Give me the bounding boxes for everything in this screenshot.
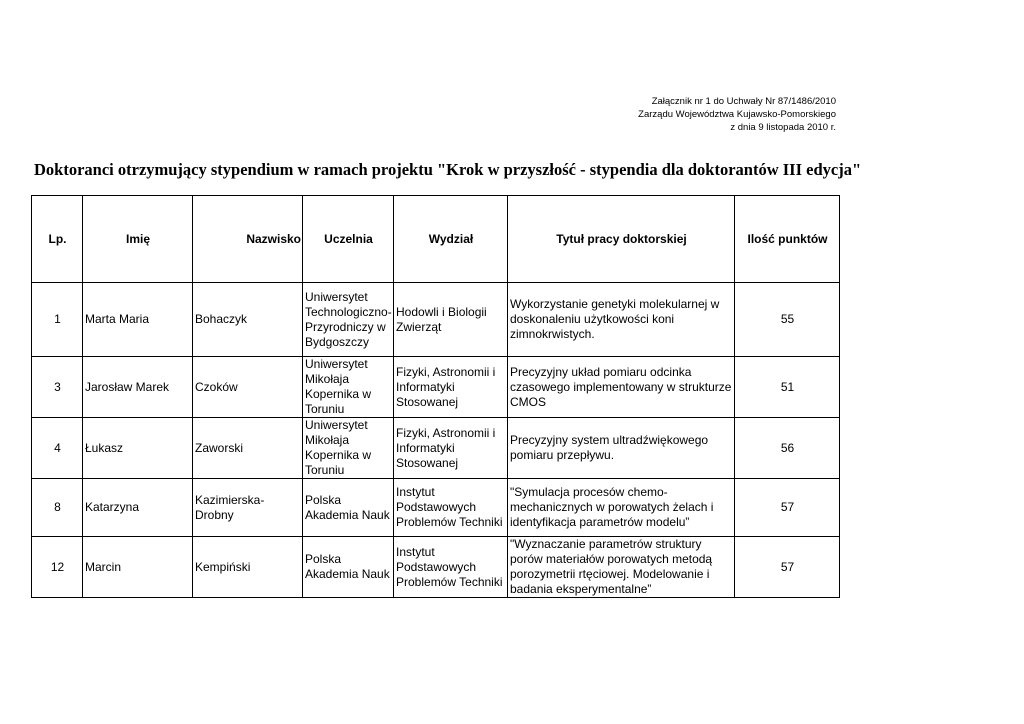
annex-line-3: z dnia 9 listopada 2010 r. xyxy=(730,122,836,133)
cell-lp: 12 xyxy=(32,537,83,598)
cell-wydzial: Fizyki, Astronomii i Informatyki Stosowanej xyxy=(394,418,508,479)
cell-imie: Marcin xyxy=(83,537,193,598)
table-row xyxy=(32,479,840,537)
cell-uczelnia: Uniwersytet Mikołaja Kopernika w Toruniu xyxy=(303,418,394,479)
table-row xyxy=(32,537,840,598)
cell-uczelnia: Uniwersytet Technologiczno-Przyrodniczy w Bydgoszczy xyxy=(303,283,394,357)
table-header-row xyxy=(32,196,840,283)
cell-nazwisko: Bohaczyk xyxy=(193,283,303,357)
cell-imie: Marta Maria xyxy=(83,283,193,357)
cell-wydzial: Instytut Podstawowych Problemów Techniki xyxy=(394,537,508,598)
cell-uczelnia: Polska Akademia Nauk xyxy=(303,537,394,598)
cell-punkty: 55 xyxy=(735,283,840,357)
cell-nazwisko: Czoków xyxy=(193,357,303,418)
cell-nazwisko: Kazimierska-Drobny xyxy=(193,479,303,537)
cell-lp: 1 xyxy=(32,283,83,357)
cell-tytul: "Symulacja procesów chemo-mechanicznych w porowatych żelach i identyfikacja parametrów modelu” xyxy=(508,479,735,537)
cell-tytul: Precyzyjny układ pomiaru odcinka czasowego implementowany w strukturze CMOS xyxy=(508,357,735,418)
cell-punkty: 56 xyxy=(735,418,840,479)
cell-lp: 8 xyxy=(32,479,83,537)
cell-tytul: Precyzyjny system ultradźwiękowego pomiaru przepływu. xyxy=(508,418,735,479)
header-uczelnia: Uczelnia xyxy=(303,196,394,283)
annex-line-2: Zarządu Województwa Kujawsko-Pomorskiego xyxy=(638,109,836,120)
cell-punkty: 57 xyxy=(735,479,840,537)
document-title: Doktoranci otrzymujący stypendium w ramach projektu "Krok w przyszłość - stypendia dla doktorantów III edycja" xyxy=(34,160,862,179)
table-row xyxy=(32,357,840,418)
header-punkty: Ilość punktów xyxy=(735,196,840,283)
header-nazwisko: Nazwisko xyxy=(193,196,303,283)
annex-line-1: Załącznik nr 1 do Uchwały Nr 87/1486/2010 xyxy=(651,96,836,107)
cell-wydzial: Fizyki, Astronomii i Informatyki Stosowanej xyxy=(394,357,508,418)
cell-punkty: 57 xyxy=(735,537,840,598)
cell-punkty: 51 xyxy=(735,357,840,418)
cell-nazwisko: Zaworski xyxy=(193,418,303,479)
scholarship-table xyxy=(31,195,840,598)
cell-tytul: Wykorzystanie genetyki molekularnej w doskonaleniu użytkowości koni zimnokrwistych. xyxy=(508,283,735,357)
cell-uczelnia: Polska Akademia Nauk xyxy=(303,479,394,537)
cell-lp: 3 xyxy=(32,357,83,418)
cell-wydzial: Instytut Podstawowych Problemów Techniki xyxy=(394,479,508,537)
table-row xyxy=(32,283,840,357)
cell-uczelnia: Uniwersytet Mikołaja Kopernika w Toruniu xyxy=(303,357,394,418)
header-tytul: Tytuł pracy doktorskiej xyxy=(508,196,735,283)
cell-lp: 4 xyxy=(32,418,83,479)
cell-imie: Łukasz xyxy=(83,418,193,479)
cell-imie: Jarosław Marek xyxy=(83,357,193,418)
header-wydzial: Wydział xyxy=(394,196,508,283)
table-row xyxy=(32,418,840,479)
cell-imie: Katarzyna xyxy=(83,479,193,537)
header-imie: Imię xyxy=(83,196,193,283)
annex-note xyxy=(638,95,836,134)
cell-wydzial: Hodowli i Biologii Zwierząt xyxy=(394,283,508,357)
cell-tytul: "Wyznaczanie parametrów struktury porów materiałów porowatych metodą porozymetrii rtęciowej. Modelowanie i badania eksperymentalne” xyxy=(508,537,735,598)
header-lp: Lp. xyxy=(32,196,83,283)
cell-nazwisko: Kempiński xyxy=(193,537,303,598)
